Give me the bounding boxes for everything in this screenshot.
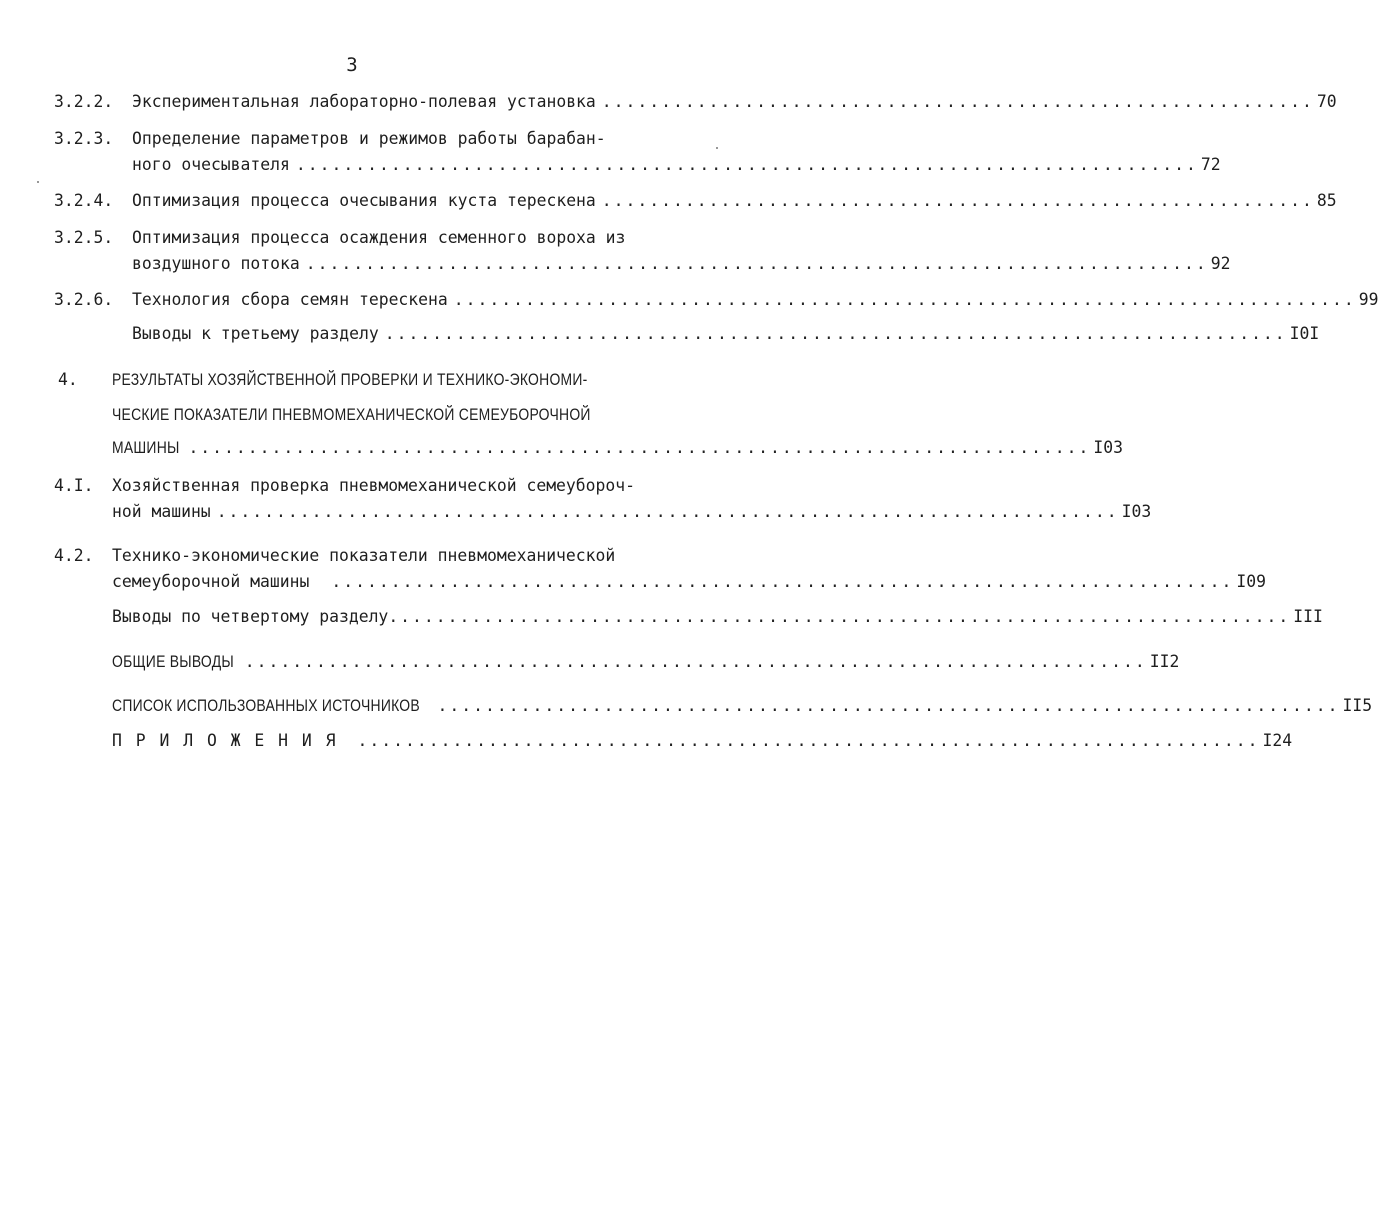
toc-entry-page: 92	[1210, 254, 1231, 273]
toc-entry-3-2-3	[54, 127, 730, 151]
toc-entry-conclusions-3	[54, 322, 1320, 346]
leader-dots: ............................................................	[601, 92, 1314, 111]
toc-entry-page: I0I	[1289, 324, 1320, 343]
toc-entry-page: III	[1293, 607, 1323, 626]
toc-entry-number: 3.2.2.	[54, 92, 114, 111]
toc-entry-number: 3.2.4.	[54, 191, 114, 210]
toc-entry-page: II5	[1342, 696, 1373, 715]
toc-entry-title-line1: Оптимизация процесса осаждения семенного вороха из	[132, 228, 626, 247]
toc-entry-page: 72	[1200, 155, 1221, 174]
toc-entry-4-cont2	[54, 436, 1124, 460]
toc-entry-title: Экспериментальная лабораторно-полевая установка	[132, 92, 596, 111]
toc-entry-page: I03	[1093, 438, 1124, 457]
toc-entry-title-line2: ной машины	[112, 502, 211, 521]
toc-entry-3-2-5	[54, 226, 730, 250]
toc-entry-4	[54, 368, 730, 392]
toc-entry-3-2-5-cont	[54, 252, 1231, 276]
toc-entry-sources	[54, 694, 1373, 718]
toc-entry-title: ОБЩИЕ ВЫВОДЫ	[112, 652, 235, 671]
toc-entry-3-2-3-cont	[54, 153, 1221, 177]
toc-entry-title: СПИСОК ИСПОЛЬЗОВАННЫХ ИСТОЧНИКОВ	[112, 696, 420, 715]
toc-entry-title-line2: семеуборочной машины	[112, 572, 310, 591]
leader-dots: ............................................................................	[331, 572, 1234, 591]
toc-entry-page: I24	[1262, 731, 1293, 750]
toc-entry-title-line1: Определение параметров и режимов работы барабан-	[132, 129, 606, 148]
leader-dots: ............................................................................	[384, 324, 1287, 343]
toc-entry-3-2-4	[54, 189, 1337, 213]
leader-dots: ............................................................................	[437, 696, 1340, 715]
leader-dots: ............................................................................	[388, 607, 1291, 626]
toc-entry-title-line1: Хозяйственная проверка пневмомеханической семеубороч-	[112, 476, 636, 495]
toc-entry-title: П Р И Л О Ж Е Н И Я	[112, 731, 338, 750]
toc-entry-4-1	[54, 474, 730, 498]
toc-entry-page: I09	[1236, 572, 1266, 591]
toc-entry-title: Выводы к третьему разделу	[132, 324, 379, 343]
toc-entry-3-2-2	[54, 90, 1337, 114]
toc-entry-number: 3.2.3.	[54, 129, 114, 148]
leader-dots: ............................................................................	[216, 502, 1119, 521]
toc-entry-title-line2: ЧЕСКИЕ ПОКАЗАТЕЛИ ПНЕВМОМЕХАНИЧЕСКОЙ СЕМЕУБОРОЧНОЙ	[112, 405, 591, 424]
toc-entry-page: 70	[1316, 92, 1337, 111]
toc-entry-number: 3.2.6.	[54, 290, 114, 309]
toc-entry-appendix	[54, 729, 1293, 753]
toc-entry-page: 99	[1358, 290, 1379, 309]
toc-entry-title-line1: РЕЗУЛЬТАТЫ ХОЗЯЙСТВЕННОЙ ПРОВЕРКИ И ТЕХНИКО-ЭКОНОМИ-	[112, 370, 588, 389]
scan-speck	[37, 181, 39, 183]
toc-entry-title-line2: ного очесывателя	[132, 155, 290, 174]
toc-entry-4-2-cont	[54, 570, 1266, 594]
leader-dots: ............................................................................	[188, 438, 1091, 457]
toc-entry-title: Технология сбора семян терескена	[132, 290, 448, 309]
leader-dots: ............................................................................	[357, 731, 1260, 750]
leader-dots: ............................................................................	[305, 254, 1208, 273]
toc-entry-number: 4.2.	[54, 546, 94, 565]
toc-entry-conclusions-4	[54, 605, 1323, 629]
scan-speck	[716, 147, 718, 149]
leader-dots: ............................................................	[601, 191, 1314, 210]
toc-entry-title-line3: МАШИНЫ	[112, 438, 180, 457]
toc-entry-page: 85	[1316, 191, 1337, 210]
toc-entry-general-conclusions	[54, 650, 1180, 674]
toc-entry-4-cont1	[54, 403, 730, 427]
toc-entry-4-2	[54, 544, 730, 568]
toc-entry-page: II2	[1149, 652, 1180, 671]
toc-entry-title: Оптимизация процесса очесывания куста терескена	[132, 191, 596, 210]
leader-dots: ............................................................................	[244, 652, 1147, 671]
toc-entry-3-2-6	[54, 288, 1379, 312]
toc-entry-number: 4.	[58, 370, 78, 389]
toc-entry-number: 3.2.5.	[54, 228, 114, 247]
leader-dots: ............................................................................	[453, 290, 1356, 309]
toc-entry-4-1-cont	[54, 500, 1152, 524]
toc-entry-page: I03	[1121, 502, 1152, 521]
toc-entry-title-line1: Технико-экономические показатели пневмомеханической	[112, 546, 616, 565]
toc-entry-title: Выводы по четвертому разделу	[112, 607, 389, 626]
toc-entry-title-line2: воздушного потока	[132, 254, 300, 273]
leader-dots: ............................................................................	[295, 155, 1198, 174]
page-number: 3	[346, 54, 358, 76]
toc-entry-number: 4.I.	[54, 476, 94, 495]
